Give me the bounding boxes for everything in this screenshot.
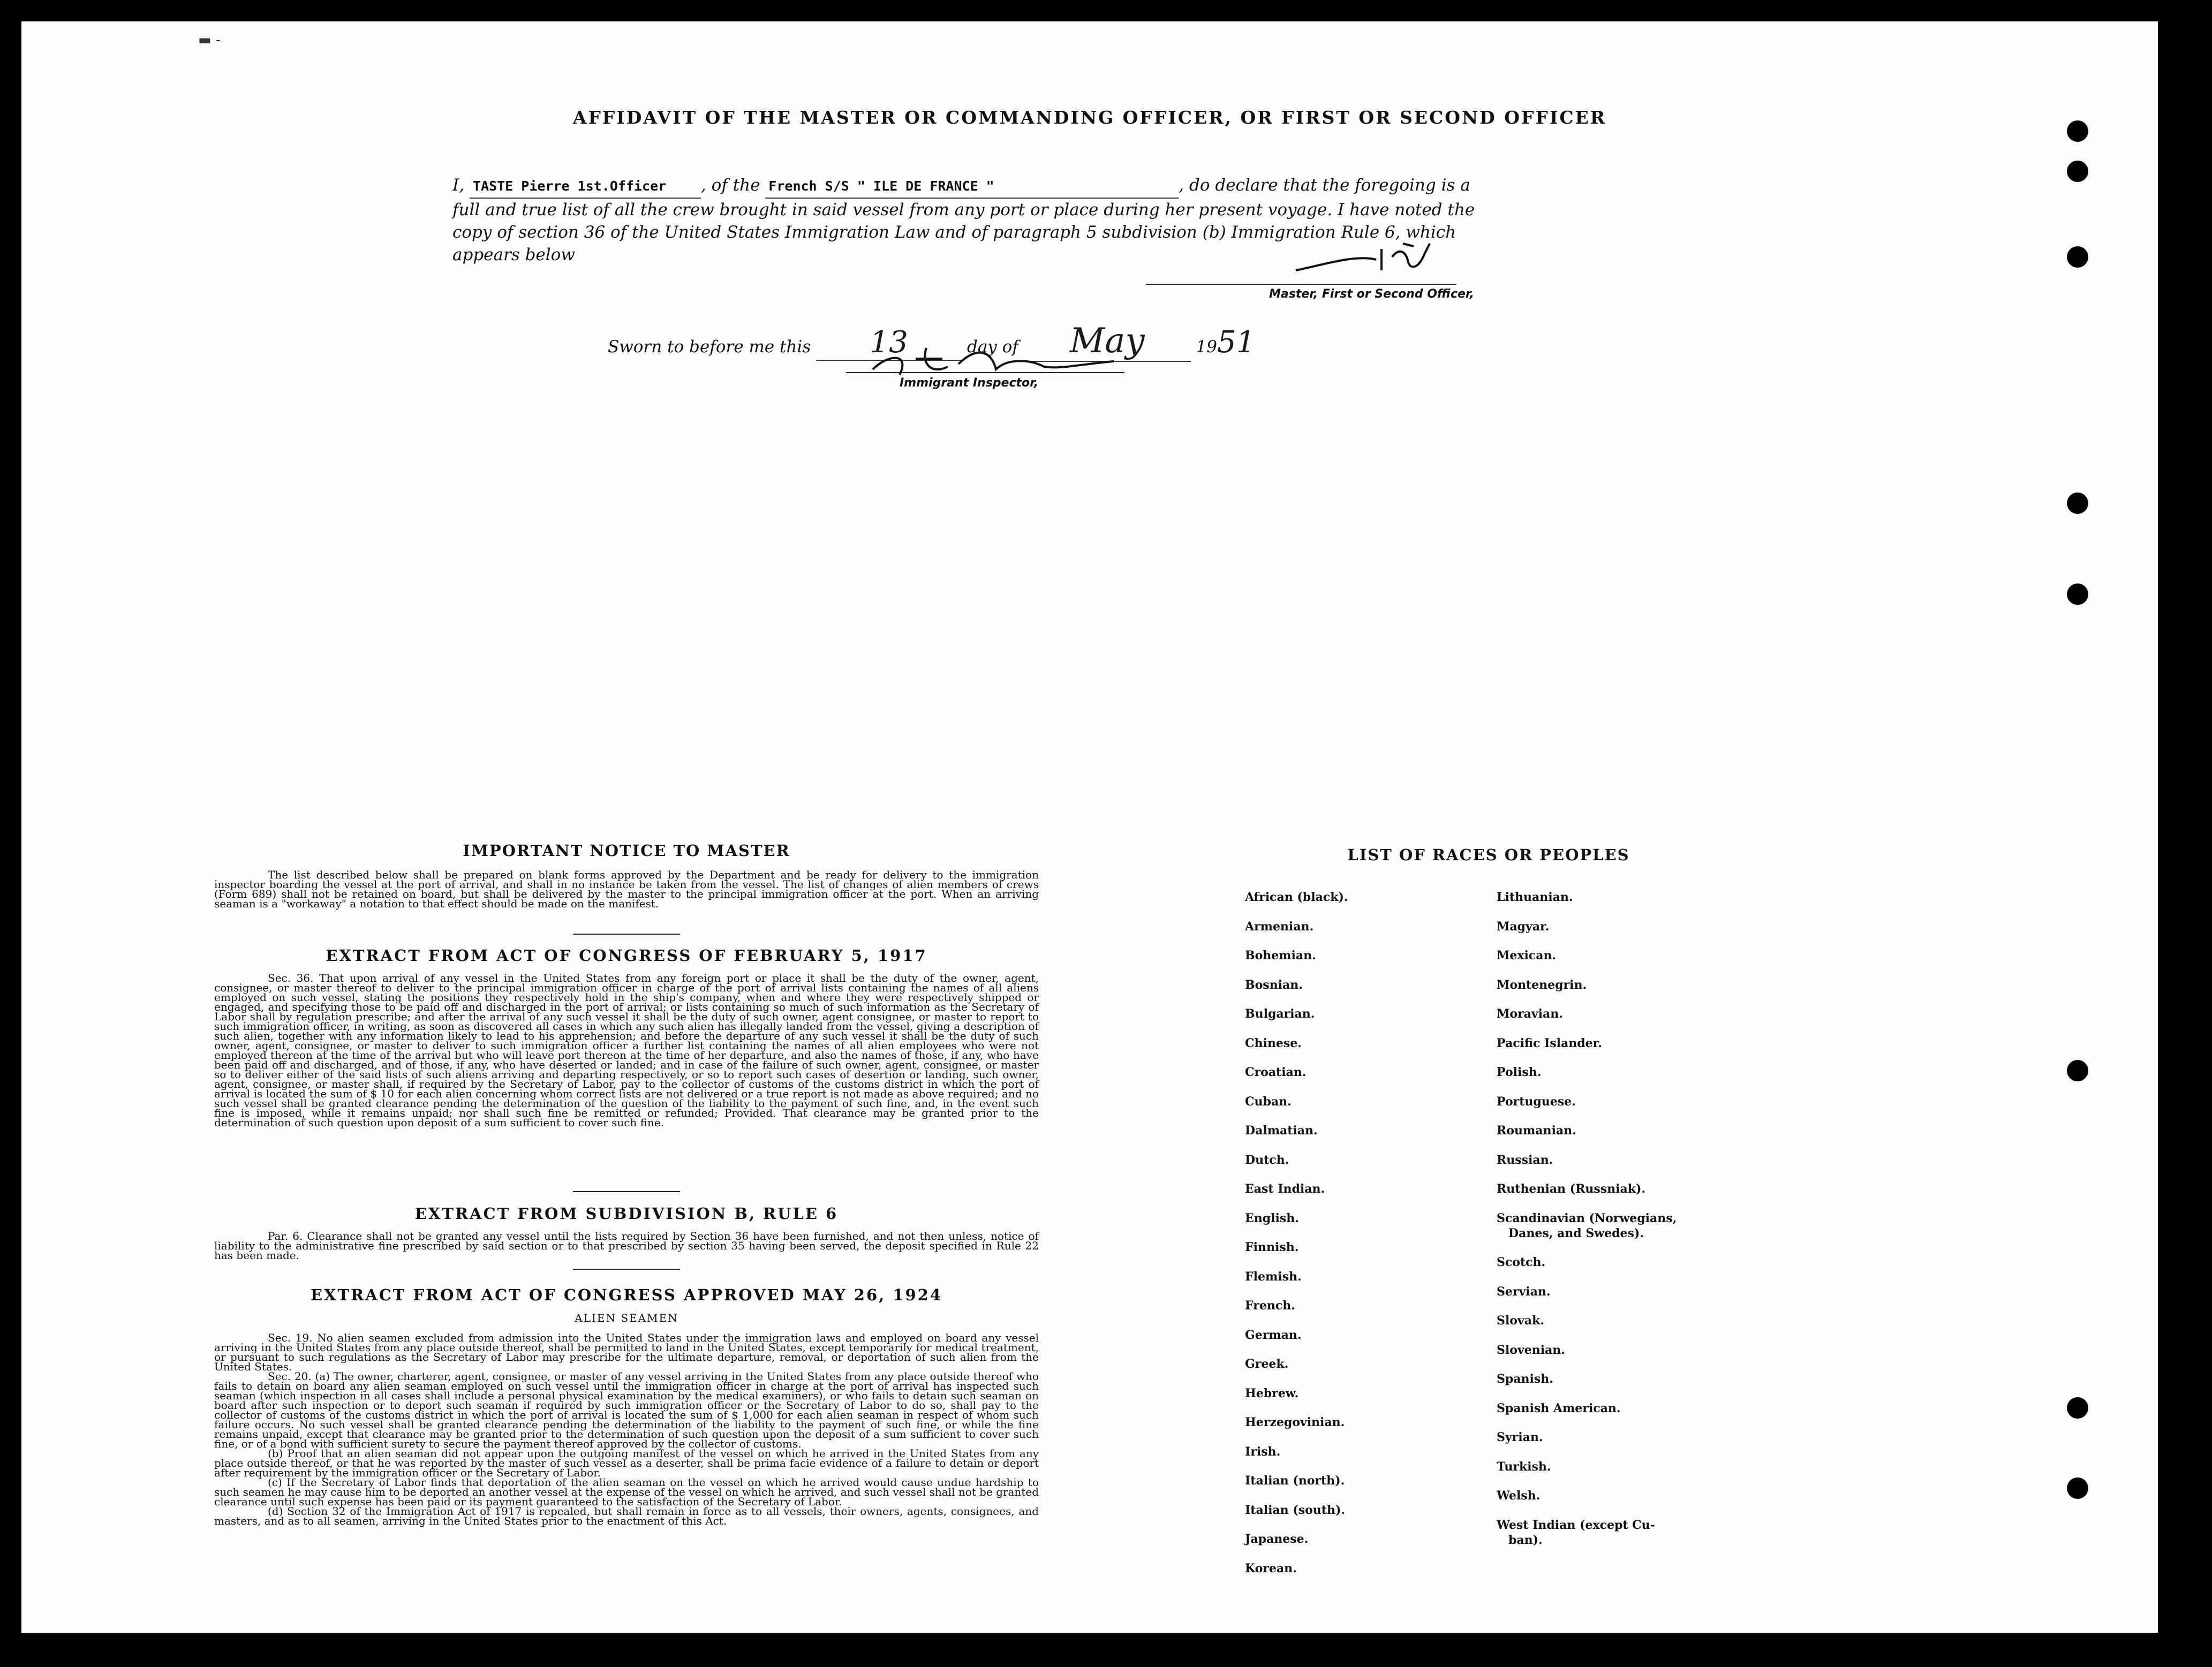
- race-item: Montenegrin.: [1497, 978, 1587, 992]
- race-item: Slovenian.: [1497, 1343, 1565, 1357]
- extract-1924-body: [214, 1333, 1039, 1526]
- race-item: German.: [1245, 1328, 1302, 1342]
- sworn-day-of: day of: [967, 337, 1018, 357]
- race-item: ban).: [1508, 1533, 1543, 1547]
- officer-name: TASTE Pierre 1st.Officer: [472, 178, 667, 194]
- race-item: Syrian.: [1497, 1430, 1543, 1444]
- year-value: 51: [1217, 325, 1256, 360]
- punch-hole: [2067, 246, 2088, 268]
- officer-signature-label: Master, First or Second Officer,: [1269, 287, 1474, 301]
- race-item: African (black).: [1245, 890, 1348, 904]
- race-item: Chinese.: [1245, 1036, 1302, 1050]
- race-item: East Indian.: [1245, 1182, 1325, 1196]
- race-item: Irish.: [1245, 1445, 1281, 1459]
- race-item: Greek.: [1245, 1357, 1289, 1371]
- race-item: Polish.: [1497, 1065, 1542, 1079]
- officer-signature-line: [1146, 284, 1456, 285]
- notice-title: IMPORTANT NOTICE TO MASTER: [463, 842, 790, 860]
- month-value: May: [1069, 321, 1145, 361]
- sworn-prefix: Sworn to before me this: [608, 337, 811, 357]
- corner-mark: ▬ ‐: [198, 32, 221, 48]
- vessel-name: French S/S " ILE DE FRANCE ": [768, 178, 994, 194]
- race-item: West Indian (except Cu-: [1497, 1518, 1655, 1532]
- punch-hole: [2067, 492, 2088, 514]
- race-item: Cuban.: [1245, 1095, 1292, 1109]
- punch-hole: [2067, 584, 2088, 605]
- race-item: French.: [1245, 1299, 1295, 1313]
- race-item: Japanese.: [1245, 1532, 1309, 1546]
- race-item: Bohemian.: [1245, 949, 1316, 963]
- races-title: LIST OF RACES OR PEOPLES: [1347, 846, 1630, 864]
- punch-hole: [2067, 1060, 2088, 1081]
- extract-1924-paragraph: (d) Section 32 of the Immigration Act of 1917 is repealed, but shall remain in force as to all vessels, their owners, agents, consignees, and masters, and as to all seamen, arriving in the United States prior to the enactment of this Act.: [214, 1505, 1039, 1527]
- notice-body: The list described below shall be prepared on blank forms approved by the Department and be ready for delivery to the immigration inspector boarding the vessel at the port of arrival, and shall in no instance be taken from the vessel. The list of changes of alien members of crews (Form 689) shall not be retained on board, but shall be delivered by the master to the principal immigration officer at the port. When an arriving seaman is a "workaway" a notation to that effect should be made on the manifest.: [214, 868, 1039, 910]
- extract-1917-title: EXTRACT FROM ACT OF CONGRESS OF FEBRUARY 5, 1917: [326, 946, 927, 965]
- race-item: Mexican.: [1497, 949, 1557, 963]
- year-printed: 19: [1196, 337, 1217, 357]
- punch-hole: [2067, 1397, 2088, 1419]
- race-item: Italian (south).: [1245, 1503, 1346, 1517]
- race-item: Russian.: [1497, 1153, 1553, 1167]
- inspector-label: Immigrant Inspector,: [900, 376, 1039, 390]
- race-item: Lithuanian.: [1497, 890, 1573, 904]
- extract-1924-paragraph: (c) If the Secretary of Labor finds that deportation of the alien seaman on the vessel on which he arrived would cause undue hardship to such seamen he may cause him to be deported an another vessel at the expense of the vessel on which he arrived, and such vessel shall not be granted clearance until such expense has been paid or its payment guaranteed to the satisfaction of the Secretary of Labor.: [214, 1476, 1039, 1508]
- punch-hole: [2067, 1477, 2088, 1499]
- extract-rule6-title: EXTRACT FROM SUBDIVISION B, RULE 6: [414, 1204, 839, 1223]
- declaration-text: that the foregoing is a full and true list of all the crew brought in said vessel from any port or place during her present voyage. I have noted the copy of section 36 of the United States Immigration Law and of paragraph 5 subdivision (b) Immigration Rule 6, which appears below: [452, 176, 1475, 264]
- affidavit-title: AFFIDAVIT OF THE MASTER OR COMMANDING OFFICER, OR FIRST OR SECOND OFFICER: [572, 107, 1607, 128]
- extract-rule6-body: [214, 1231, 1039, 1260]
- race-item: Flemish.: [1245, 1270, 1302, 1284]
- race-item: Pacific Islander.: [1497, 1036, 1602, 1050]
- divider: [573, 1191, 680, 1192]
- race-item: Moravian.: [1497, 1007, 1563, 1021]
- race-item: Dutch.: [1245, 1153, 1289, 1167]
- race-item: Magyar.: [1497, 920, 1550, 934]
- race-item: Hebrew.: [1245, 1386, 1299, 1400]
- race-item: Bosnian.: [1245, 978, 1303, 992]
- extract-1917-paragraph: Sec. 36. That upon arrival of any vessel in the United States from any foreign port or place it shall be the duty of the owner, agent, consignee, or master thereof to deliver to the principal immigration officer in charge of the port of arrival lists containing the names of all aliens employed on such vessel, stating the positions they respectively hold in the ship's company, when and where they were respectively shipped or engaged, and specifying those to be paid off and discharged in the port of arrival; or lists containing so much of such information as the Secretary of Labor shall by regulation prescribe; and after the arrival of any such vessel it shall be the duty of such owner, agent consignee, or master to report to such immigration officer, in writing, as soon as discovered all cases in which any such alien has illegally landed from the vessel, giving a description of such alien, together with any information likely to lead to his apprehension; and before the departure of any such vessel it shall be the duty of such owner, agent, consignee, or master to deliver to such immigration officer a further list containing the names of all alien employees who were not employed thereon at the time of the arrival but who will leave port thereon at the time of her departure, and also the names of those, if any, who have been paid off and discharged, and of those, if any, who have deserted or landed; and in case of the failure of such owner, agent, consignee, or master so to deliver either of the said lists of such aliens arriving and departing respectively, or so to report such cases of desertion or landing, such owner, agent, consignee, or master shall, if required by the Secretary of Labor, pay to the collector of customs of the customs district in which the port of arrival is located the sum of $ 10 for each alien concerning whom correct lists are not delivered or a true report is not made as above required; and no such vessel shall be granted clearance pending the determination of the question of the liability to the payment of such fine, and, in the event such fine is imposed, while it remains unpaid; nor shall such fine be remitted or refunded; Provided. That clearance may be granted prior to the determination of such question upon deposit of a sum sufficient to cover such fine.: [214, 972, 1039, 1129]
- document-page: [21, 21, 2158, 1633]
- race-item: Spanish American.: [1497, 1401, 1621, 1415]
- race-item: Dalmatian.: [1245, 1124, 1318, 1138]
- punch-hole: [2067, 120, 2088, 142]
- divider: [573, 934, 680, 935]
- declaration-of-the: , of the: [700, 176, 760, 195]
- extract-1924-title: EXTRACT FROM ACT OF CONGRESS APPROVED MAY 26, 1924: [310, 1286, 943, 1304]
- race-item: Turkish.: [1497, 1460, 1551, 1474]
- officer-signature: [1290, 233, 1451, 289]
- race-item: Herzegovinian.: [1245, 1415, 1345, 1429]
- extract-rule6-paragraph: Par. 6. Clearance shall not be granted any vessel until the lists required by Section 36 have been furnished, and not then unless, notice of liability to the administrative fine prescribed by said section or to that prescribed by section 35 having been served, the deposit specified in Rule 22 has been made.: [214, 1230, 1039, 1262]
- extract-1917-body: [214, 973, 1039, 1127]
- inspector-signature-line: [846, 372, 1124, 373]
- race-item: Scandinavian (Norwegians,: [1497, 1211, 1677, 1225]
- race-item: Spanish.: [1497, 1372, 1553, 1386]
- punch-hole: [2067, 161, 2088, 182]
- declaration-i: I,: [452, 176, 465, 195]
- race-item: Scotch.: [1497, 1255, 1546, 1269]
- extract-1924-paragraph: Sec. 20. (a) The owner, charterer, agent, consignee, or master of any vessel arriving in the United States from any place outside thereof who fails to detain on board any alien seaman employed on such vessel until the immigration officer in charge at the port of arrival has inspected such seaman (which inspection in all cases shall include a personal physical examination by the medical examiners), or who fails to detain such seaman on board after such inspection or to deport such seaman if required by such immigration officer or the Secretary of Labor to do so, shall pay to the collector of customs of the customs district in which the port of arrival is located the sum of $ 1,000 for each alien seaman in respect of whom such failure occurs. No such vessel shall be granted clearance pending the determination of the liability to the payment of such fine, or while the fine remains unpaid, except that clearance may be granted prior to the determination of such question upon the deposit of a sum sufficient to cover such fine, or of a bond with sufficient surety to secure the payment thereof approved by the collector of customs.: [214, 1370, 1039, 1450]
- race-item: Croatian.: [1245, 1065, 1307, 1079]
- officer-signature-mark: [1290, 233, 1451, 281]
- race-item: Bulgarian.: [1245, 1007, 1315, 1021]
- race-item: Ruthenian (Russniak).: [1497, 1182, 1646, 1196]
- race-item: Servian.: [1497, 1285, 1551, 1299]
- race-item: Korean.: [1245, 1562, 1297, 1575]
- extract-1924-paragraph: Sec. 19. No alien seamen excluded from admission into the United States under the immigration laws and employed on board any vessel arriving in the United States from any place outside thereof, shall be permitted to land in the United States, except temporarily for medical treatment, or pursuant to such regulations as the Secretary of Labor may prescribe for the ultimate departure, removal, or deportation of such alien from the United States.: [214, 1331, 1039, 1373]
- race-item: English.: [1245, 1211, 1299, 1225]
- race-item: Portuguese.: [1497, 1095, 1576, 1109]
- race-item: Finnish.: [1245, 1240, 1299, 1254]
- race-item: Slovak.: [1497, 1314, 1544, 1328]
- race-item: Italian (north).: [1245, 1474, 1345, 1488]
- declaration-do-declare: , do declare: [1179, 176, 1278, 195]
- officer-name-field: [470, 174, 701, 199]
- day-value: 13: [870, 325, 908, 360]
- race-item: Danes, and Swedes).: [1508, 1226, 1644, 1240]
- extract-1924-paragraph: (b) Proof that an alien seaman did not appear upon the outgoing manifest of the vessel on which he arrived in the United States from any place outside thereof, or that he was reported by the master of such vessel as a deserter, shall be prima facie evidence of a failure to detain or deport after requirement by the immigration officer or the Secretary of Labor.: [214, 1447, 1039, 1479]
- race-item: Welsh.: [1497, 1489, 1541, 1503]
- race-item: Roumanian.: [1497, 1124, 1576, 1138]
- race-item: Armenian.: [1245, 920, 1314, 934]
- extract-1924-subtitle: ALIEN SEAMEN: [575, 1312, 678, 1324]
- divider: [573, 1269, 680, 1270]
- vessel-field: [765, 174, 1179, 199]
